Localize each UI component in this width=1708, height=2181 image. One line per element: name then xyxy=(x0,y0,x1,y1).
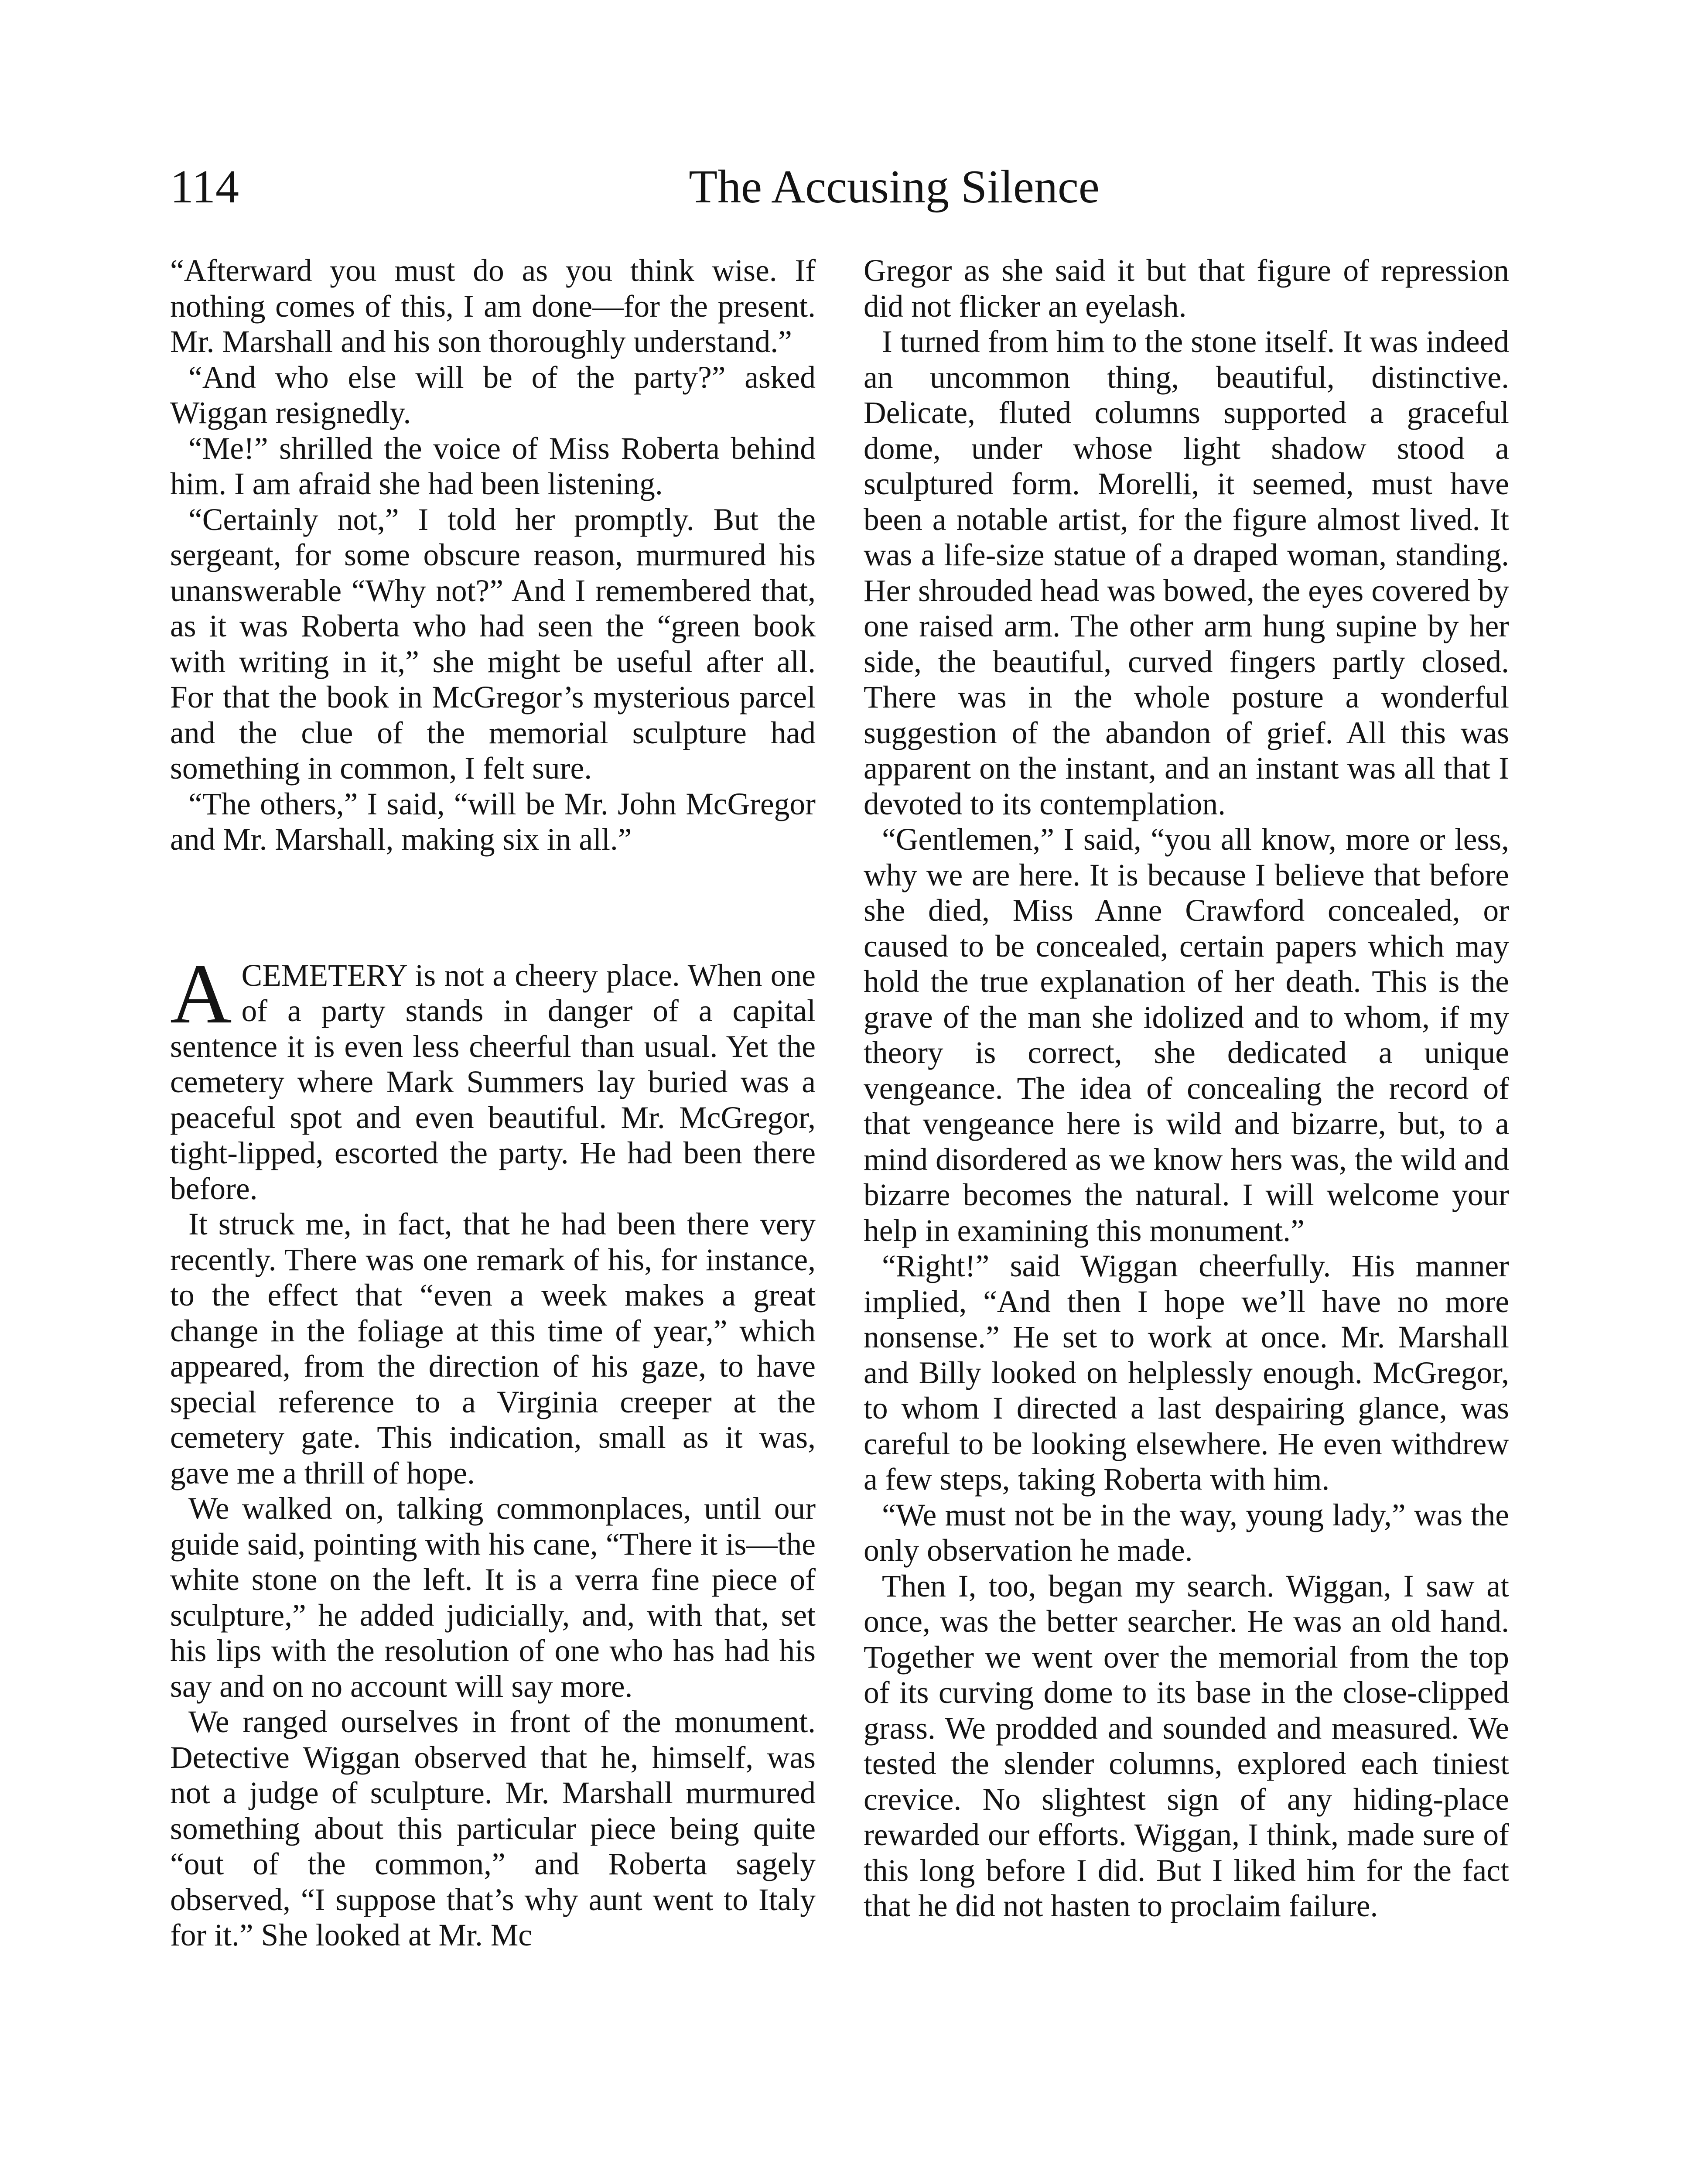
paragraph: “We must not be in the way, young lady,” was the only observation he made. xyxy=(864,1497,1509,1568)
paragraph: Then I, too, began my search. Wiggan, I saw at once, was the better searcher. He was an old hand. Together we went over the memorial from the top of its curving dome to its base in the close-clipped grass. We prodded and sounded and measured. We tested the slender columns, explored each tiniest crevice. No slightest sign of any hiding-place rewarded our efforts. Wiggan, I think, made sure of this long before I did. But I liked him for the fact that he did not hasten to proclaim failure. xyxy=(864,1569,1509,1923)
paragraph: It struck me, in fact, that he had been there very recently. There was one remark of his, for instance, to the effect that “even a week makes a great change in the foliage at this time of year,” which appeared, from the direction of his gaze, to have special reference to a Virginia creeper at the cemetery gate. This indication, small as it was, gave me a thrill of hope. xyxy=(170,1207,816,1490)
section-opening-paragraph xyxy=(170,946,816,1207)
running-title: The Accusing Silence xyxy=(689,161,1100,213)
paragraph: We ranged ourselves in front of the monument. Detective Wiggan observed that he, himself, was not a judge of sculpture. Mr. Marshall murmured something about this particular piece being quite “out of the common,” and Roberta sagely observed, “I suppose that’s why aunt went to Italy for it.” She looked at Mr. Mc xyxy=(170,1705,816,1952)
paragraph: I turned from him to the stone itself. It was indeed an uncommon thing, beautiful, distinctive. Delicate, fluted columns supported a graceful dome, under whose light shadow stood a sculptured form. Morelli, it seemed, must have been a notable artist, for the figure almost lived. It was a life-size statue of a draped woman, standing. Her shrouded head was bowed, the eyes covered by one raised arm. The other arm hung supine by her side, the beautiful, curved fingers partly closed. There was in the whole posture a wonderful suggestion of the abandon of grief. All this was apparent on the instant, and an instant was all that I devoted to its contemplation. xyxy=(864,325,1509,821)
left-column xyxy=(170,253,816,1953)
paragraph: “And who else will be of the party?” asked Wiggan resignedly. xyxy=(170,360,816,430)
paragraph: “Certainly not,” I told her promptly. But the sergeant, for some obscure reason, murmured his unanswerable “Why not?” And I remembered that, as it was Roberta who had seen the “green book with writing in it,” she might be useful after all. For that the book in McGregor’s mysterious parcel and the clue of the memorial sculpture had something in common, I felt sure. xyxy=(170,502,816,786)
paragraph: “The others,” I said, “will be Mr. John McGregor and Mr. Marshall, making six in all.” xyxy=(170,786,816,857)
paragraph: “Me!” shrilled the voice of Miss Roberta behind him. I am afraid she had been listening. xyxy=(170,431,816,501)
page-number: 114 xyxy=(170,161,239,213)
paragraph: Gregor as she said it but that figure of repression did not flicker an eyelash. xyxy=(864,253,1509,324)
paragraph: “Gentlemen,” I said, “you all know, more or less, why we are here. It is because I believe that before she died, Miss Anne Crawford concealed, or caused to be concealed, certain papers which may hold the true explanation of her death. This is the grave of the man she idolized and to whom, if my theory is correct, she dedicated a unique vengeance. The idea of concealing the record of that vengeance here is wild and bizarre, but, to a mind disordered as we know hers was, the wild and bizarre becomes the natural. I will welcome your help in examining this monument.” xyxy=(864,822,1509,1248)
paragraph: We walked on, talking commonplaces, until our guide said, pointing with his cane, “There it is—the white stone on the left. It is a verra fine piece of sculpture,” he added judicially, and, with that, set his lips with the resolution of one who has had his say and on no account will say more. xyxy=(170,1491,816,1704)
paragraph-text: CEMETERY is not a cheery place. When one of a party stands in danger of a capital sentence it is even less cheerful than usual. Yet the cemetery where Mark Summers lay buried was a peaceful spot and even beautiful. Mr. McGregor, tight-lipped, escorted the party. He had been there before. xyxy=(170,958,816,1206)
paragraph: “Right!” said Wiggan cheerfully. His manner implied, “And then I hope we’ll have no more nonsense.” He set to work at once. Mr. Marshall and Billy looked on helplessly enough. McGregor, to whom I directed a last despairing glance, was careful to be looking elsewhere. He even withdrew a few steps, taking Roberta with him. xyxy=(864,1249,1509,1497)
paragraph: “Afterward you must do as you think wise. If nothing comes of this, I am done—for the present. Mr. Marshall and his son thoroughly understand.” xyxy=(170,253,816,359)
drop-cap: A xyxy=(170,946,232,1041)
right-column xyxy=(864,253,1509,1924)
